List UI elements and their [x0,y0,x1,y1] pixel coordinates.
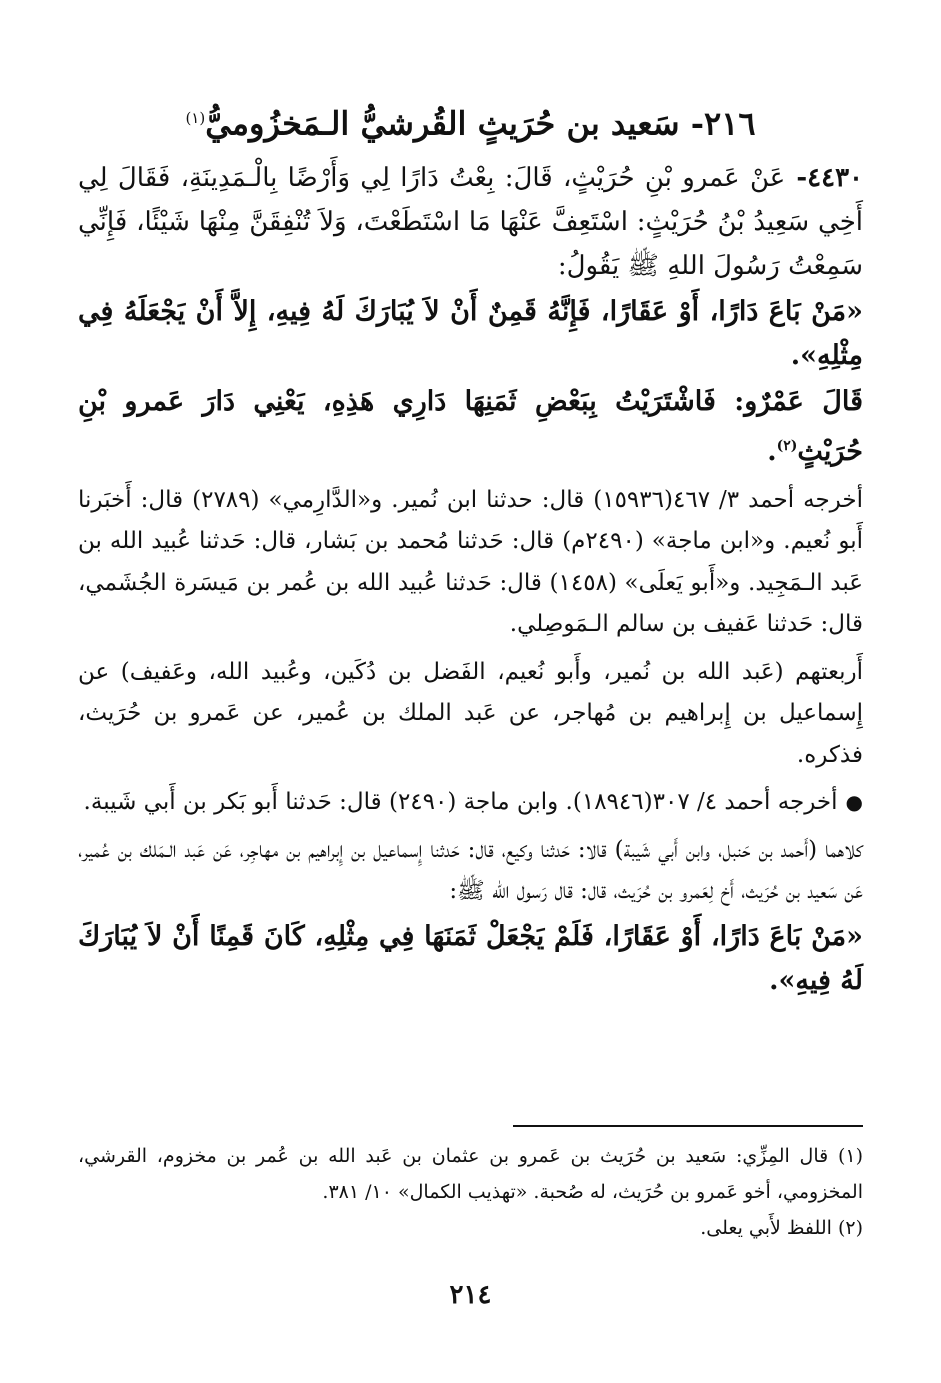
footnote-1: (١) قال المِزِّي: سَعيد بن حُرَيث بن عَمرو بن عثمان بن عَبد الله بن عُمر بن مخزوم، القرشي، المخزومي، أخو عَمرو بن حُرَيث، له صُحبة. «تهذيب الكمال» ١٠/ ٣٨١. [78,1145,863,1203]
followup-footnote-ref[interactable]: (٢) [776,437,798,454]
hadith-number: ٤٤٣٠- [785,162,863,193]
hadith-intro-text: عَنْ عَمرو بْنِ حُرَيْثٍ، قَالَ: بِعْتُ دَارًا لِي وَأَرْضًا بِالْـمَدِينَةِ، فَقَالَ لِي أَخِي سَعِيدُ بْنُ حُرَيْثٍ: اسْتَعِفَّ عَنْهَا مَا اسْتَطَعْتَ، وَلاَ تُنْفِقَنَّ مِنْهَا شَيْئًا، فَإِنِّي سَمِعْتُ رَسُولَ اللهِ ﷺ يَقُولُ: [78,162,863,281]
heading-footnote-ref[interactable]: (١) [185,109,206,127]
footnote-2: (٢) اللفظ لأَبي يعلى. [700,1217,863,1239]
takhrij-paragraph-3-text: أخرجه أحمد ٤/ ٣٠٧(١٨٩٤٦). وابن ماجة (٢٤٩٠) قال: حَدثنا أَبو بَكر بن أَبي شَيبة. [83,789,838,816]
hadith-followup-text: قَالَ عَمْرٌو: فَاشْتَرَيْتُ بِبَعْضِ ثَمَنِهَا دَارِي هَذِهِ، يَعْنِي دَارَ عَمرو بْنِ حُرَيْثٍ [78,385,863,467]
bullet-icon: ● [845,790,863,815]
takhrij-paragraph-3 [78,782,863,824]
footnote-divider [513,1125,863,1127]
page-number: ٢١٤ [449,1280,492,1310]
heading-text: ٢١٦- سَعيد بن حُرَيثٍ القُرشيُّ الـمَخزُوميُّ [205,104,756,143]
second-hadith-quote: «مَنْ بَاعَ دَارًا، أَوْ عَقَارًا، فَلَمْ يَجْعَلْ ثَمَنَهَا فِي مِثْلِهِ، كَانَ قَمِنًا أَنْ لاَ يُبَارَكَ لَهُ فِيهِ». [78,920,863,996]
hadith-quote: «مَنْ بَاعَ دَارًا، أَوْ عَقَارًا، فَإِنَّهُ قَمِنٌ أَنْ لاَ يُبَارَكَ لَهُ فِيهِ، إِلاَّ أَنْ يَجْعَلَهُ فِي مِثْلِهِ». [78,295,863,371]
hadith-followup: قَالَ عَمْرٌو: فَاشْتَرَيْتُ بِبَعْضِ ثَمَنِهَا دَارِي هَذِهِ، يَعْنِي دَارَ عَمرو بْنِ حُرَيْثٍ$^{(٢)}$. [78,385,863,467]
hadith-intro [78,156,863,288]
takhrij-paragraph-4: كلاهما (أَحمد بن حَنبل، وابن أَبي شَيبة) قالا: حَدثنا وكيع، قال: حَدثنا إِسماعيل بن إِبراهيم بن مهاجِر، عَن عَبد الـمَلك بن عُمير، عَن سَعيد بن حُرَيث، أَخ لِعَمرو بن حُرَيث، قال: قال رَسول الله ﷺ: [78,836,863,905]
footnotes [78,1138,863,1246]
takhrij-paragraph-1: أخرجه أحمد ٣/ ٤٦٧(١٥٩٣٦) قال: حدثنا ابن نُمير. و«الدَّارِمي» (٢٧٨٩) قال: أَخبَرنا أَبو نُعيم. و«ابن ماجة» (٢٤٩٠م) قال: حَدثنا مُحمد بن بَشار، قال: حَدثنا عُبيد الله بن عَبد الـمَجِيد. و«أَبو يَعلَى» (١٤٥٨) قال: حَدثنا عُبيد الله بن عُمر بن مَيسَرة الجُشَمي، قال: حَدثنا عَفيف بن سالم الـمَوصِلي. [78,486,863,638]
takhrij-paragraph-2: أَربعتهم (عَبد الله بن نُمير، وأَبو نُعيم، الفَضل بن دُكَين، وعُبيد الله، وعَفيف) عن إِسماعيل بن إِبراهيم بن مُهاجر، عن عَبد الملك بن عُمير، عن عَمرو بن حُرَيث، فذكره. [78,658,864,768]
page-heading [78,92,863,150]
